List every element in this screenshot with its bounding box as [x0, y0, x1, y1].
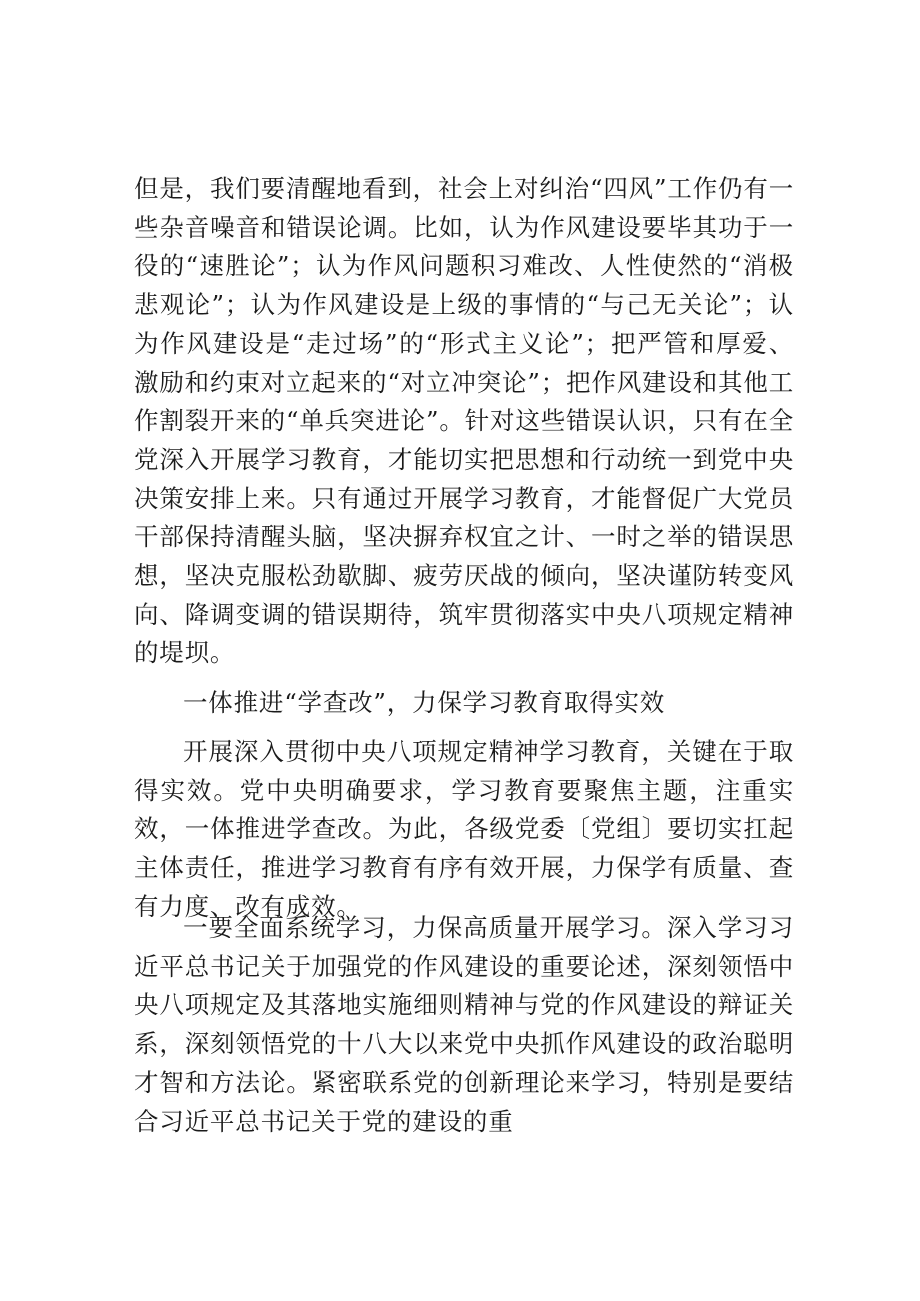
- body-paragraph-2: 开展深入贯彻中央八项规定精神学习教育，关键在于取得实效。党中央明确要求，学习教育要聚焦主题，注重实效，一体推进学查改。为此，各级党委〔党组〕要切实扛起主体责任，推进学习教育有序有效开展，力保学有质量、查有力度、改有成效。: [134, 737, 794, 921]
- section-heading: 一体推进“学查改”，力保学习教育取得实效: [183, 688, 666, 717]
- body-paragraph-3: 一要全面系统学习，力保高质量开展学习。深入学习习近平总书记关于加强党的作风建设的重要论述，深刻领悟中央八项规定及其落地实施细则精神与党的作风建设的辩证关系，深刻领悟党的十八大以来党中央抓作风建设的政治聪明才智和方法论。紧密联系党的创新理论来学习，特别是要结合习近平总书记关于党的建设的重: [134, 913, 794, 1136]
- body-paragraph-1: 但是，我们要清醒地看到，社会上对纠治“四风”工作仍有一些杂音噪音和错误论调。比如，认为作风建设要毕其功于一役的“速胜论”；认为作风问题积习难改、人性使然的“消极悲观论”；认为作风建设是上级的事情的“与己无关论”；认为作风建设是“走过场”的“形式主义论”；把严管和厚爱、激励和约束对立起来的“对立冲突论”；把作风建设和其他工作割裂开来的“单兵突进论”。针对这些错误认识，只有在全党深入开展学习教育，才能切实把思想和行动统一到党中央决策安排上来。只有通过开展学习教育，才能督促广大党员干部保持清醒头脑，坚决摒弃权宜之计、一时之举的错误思想，坚决克服松劲歇脚、疲劳厌战的倾向，坚决谨防转变风向、降调变调的错误期待，筑牢贯彻落实中央八项规定精神的堤坝。: [134, 174, 794, 668]
